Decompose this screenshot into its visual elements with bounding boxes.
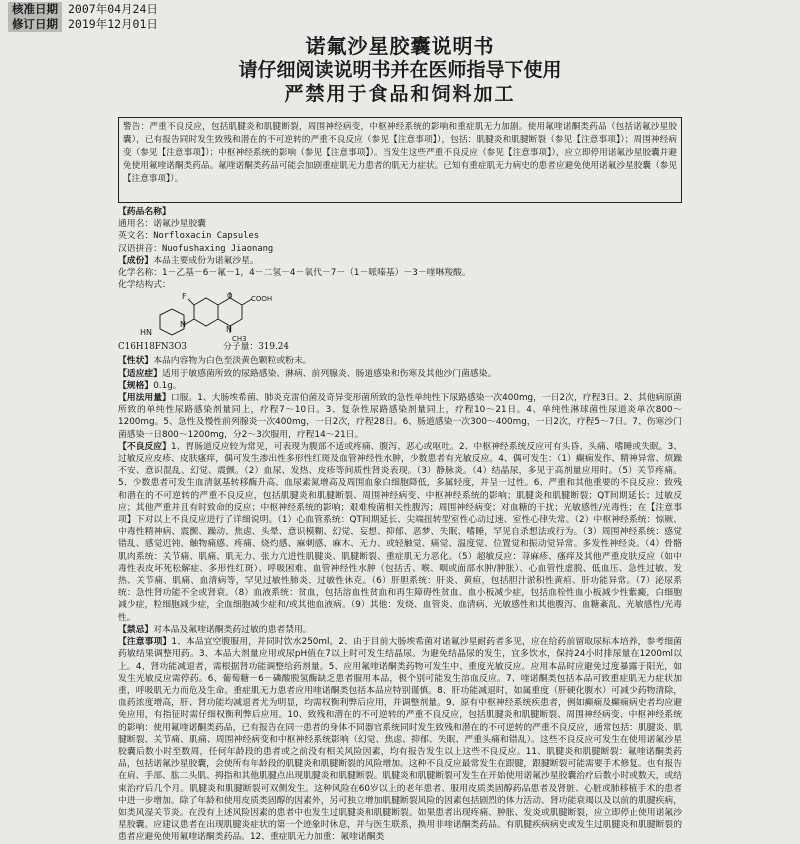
atom-o: O [227,292,233,301]
structure-diagram [138,291,278,343]
specification-text: 0.1g。 [153,380,182,391]
contraindications-section [118,624,682,636]
group-ch3: CH3 [232,335,247,344]
adverse-reactions-heading: 【不良反应】 [118,441,171,452]
indications-section [118,368,682,380]
adverse-reactions-text: 1、胃肠道反应较为常见，可表现为腹部不适或疼痛、腹泻、恶心或呕吐。2、中枢神经系统反应可有头昏、头痛、嗜睡或失眠。3、过敏反应皮疹、皮肤瘙痒，偶可发生渗出性多形性红斑及血管神经性水肿，少数患者有光敏反应。4、偶可发生：（1）癫痫发作、精神异常、烦躁不安、意识混乱、幻觉、震颤。（2）血尿、发热、皮疹等间质性肾炎表现。（3）静脉炎。（4）结晶尿，多见于高剂量应用时。（5）关节疼痛。5、少数患者可发生血清氨基转移酶升高、血尿素氮增高及周围血象白细胞降低，多属轻度，并呈一过性。6、严重和其他重要的不良反应：致残和潜在的不可逆转的严重不良反应，包括肌腱炎和肌腱断裂、周围神经病变、中枢神经系统的影响；肌腱炎和肌腱断裂；QT间期延长；过敏反应；其他严重并且有时致命的反应；中枢神经系统的影响；艰难梭菌相关性腹泻；周围神经病变；对血糖的干扰；光敏感性/光毒性；在【注意事项】下对以上不良反应进行了详细说明。（1）心血管系统：QT间期延长、尖端扭转型室性心动过速、室性心律失常。（2）中枢神经系统：惊厥、中毒性精神病、震颤、躁动、焦虑、头晕、意识模糊、幻觉、妄想、抑郁、恶梦、失眠、嗜睡，罕见自杀想法或行为。（3）周围神经系统：感觉错乱、感觉迟钝、触物痛感、疼痛、烧灼感、麻刺感、麻木、无力、或轻触觉、痛觉、温度觉、位置觉和振动觉异常。多发性神经炎。（4）骨骼肌肉系统：关节痛、肌痛、肌无力、张力亢进性肌腱炎、肌腱断裂、重症肌无力恶化。（5）超敏反应：荨麻疹、瘙痒及其他严重皮肤反应（如中毒性表皮坏死松解症、多形性红斑）、呼吸困难、血管神经性水肿（包括舌、喉、咽或面部水肿/肿胀）、心血管性虚脱、低血压、急性过敏、发热、关节痛、肌痛、血清病等，罕见过敏性肺炎、过敏性休克。（6）肝胆系统：肝炎、黄疸，包括胆汁淤积性黄疸、肝功能异常。（7）泌尿系统：急性肾功能不全或肾衰。（8）血液系统：贫血，包括溶血性贫血和再生障碍性贫血、血小板减少症，包括血栓性血小板减少性紫癜，白细胞减少症，粒细胞减少症，全血细胞减少症和/或其他血液病。（9）其他：发烧、血管炎、血清病、光敏感性和其他腹泻、血糖紊乱、光敏感性/光毒性。 [118,441,682,623]
composition-text: 本品主要成份为诺氟沙星。 [153,255,259,266]
approved-date-value: 2007年04月24日 [68,2,158,16]
boxed-warning-text: 警告：严重不良反应，包括肌腱炎和肌腱断裂，周围神经病变，中枢神经系统的影响和重症肌无力加剧。使用氟喹诺酮类药品（包括诺氟沙星胶囊），已有报告同时发生致残和潜在的不可逆转的严重不良反应（参见【注意事项】），包括：肌腱炎和肌腱断裂（参见【注意事项】）；周围神经病变（参见【注意事项】）；中枢神经系统的影响（参见【注意事项】）。当发生这些严重不良反应（参见【注意事项】），应立即停用诺氟沙星胶囊并避免使用氟喹诺酮类药品。氟喹诺酮类药品可能会加剧重症肌无力患者的肌无力症状。已知有重症肌无力病史的患者应避免使用诺氟沙星胶囊（参见【注意事项】）。 [123,122,677,184]
molecular-formula: C16H18FN3O3 [118,342,187,353]
generic-name: 通用名：诺氟沙星胶囊 [118,219,206,230]
revised-date-label: 修订日期 [8,17,62,32]
document-subtitle: 请仔细阅读说明书并在医师指导下使用 [238,59,562,81]
precautions-text: 1、本品宜空腹服用，并同时饮水250ml。2、由于目前大肠埃希菌对诺氟沙星耐药者多见，应在给药前留取尿标本培养，参考细菌药敏结果调整用药。3、本品大剂量应用或尿pH值在7以上时可发生结晶尿。为避免结晶尿的发生，宜多饮水，保持24小时排尿量在1200ml以上。4、肾功能减退者，需根据肾功能调整给药剂量。5、应用氟喹诺酮类药物可发生中、重度光敏反应。应用本品时应避免过度暴露于阳光，如发生光敏反应需停药。6、葡萄糖－6－磷酸脱氢酶缺乏患者服用本品，极个别可能发生溶血反应。7、喹诺酮类包括本品可致重症肌无力症状加重，呼吸肌无力而危及生命。重症肌无力患者应用喹诺酮类包括本品应特别谨慎。8、肝功能减退时，如属重度（肝硬化腹水）可减少药物清除，血药浓度增高，肝、肾功能均减退者尤为明显，均需权衡利弊后应用，并调整剂量。9、原有中枢神经系统疾患者，例如癫痫及癫痫病史者均应避免应用，有指征时需仔细权衡利弊后应用。10、致残和潜在的不可逆转的严重不良反应，包括肌腱炎和肌腱断裂、周围神经病变、中枢神经系统的影响：使用氟喹诺酮类药品，已有报告在同一患者的身体不同器官系统同时发生致残和潜在的不可逆转的严重不良反应，通常包括：肌腱炎、肌腱断裂、关节痛、肌痛、周围神经病变和中枢神经系统影响（幻觉、焦虑、抑郁、失眠、严重头痛和错乱）。这些不良反应可发生在使用诺氟沙星胶囊后数小时至数周，任何年龄段的患者或之前没有相关风险因素，均有报告发生以上这些不良反应。11、肌腱炎和肌腱断裂：氟喹诺酮类药品，包括诺氟沙星胶囊，会使所有年龄段的肌腱炎和肌腱断裂的风险增加。这种不良反应最常发生在跟腱，跟腱断裂可能需要手术修复。也有报告在肩、手部、肱二头肌、拇指和其他肌腱点出现肌腱炎和肌腱断裂。肌腱炎和肌腱断裂可发生在开始使用诺氟沙星胶囊治疗后数小时或数天，或结束治疗后几个月。肌腱炎和肌腱断裂可双侧发生。这种风险在60岁以上的老年患者、服用皮质类固醇药品患者及肾脏、心脏或肺移植手术的患者中进一步增加。除了年龄和使用皮质类固醇的因素外，另可独立增加肌腱断裂风险的因素包括剧烈的体力活动、肾功能衰竭以及以前的肌腱疾病，如类风湿关节炎。在没有上述风险因素的患者中也发生过肌腱炎和肌腱断裂。如果患者出现疼痛、肿胀、发炎或肌腱断裂，应立即停止使用诺氟沙星胶囊。应建议患者在出现肌腱炎症状的第一个迹象时休息，并与医生联系，换用非喹诺酮类药品。有肌腱疾病病史或发生过肌腱炎和肌腱断裂的患者应避免使用氟喹诺酮类药品。12、重症肌无力加重：氟喹诺酮类 [118,637,682,843]
dosage-text: 口服。1、大肠埃希菌、肺炎克雷伯菌及奇异变形菌所致的急性单纯性下尿路感染一次400mg，一日2次，疗程3日。2、其他病原菌所致的单纯性尿路感染剂量同上，疗程7～10日。3、复杂性尿路感染剂量同上，疗程10～21日。4、单纯性淋球菌性尿道炎单次800～1200mg。5、急性及慢性前列腺炎一次400mg，一日2次，疗程28日。6、肠道感染一次300～400mg，一日2次，疗程5～7日。7、伤寒沙门菌感染一日800～1200mg，分2～3次服用，疗程14～21日。 [118,393,682,440]
indications-text: 适用于敏感菌所致的尿路感染、淋病、前列腺炎、肠道感染和伤寒及其他沙门菌感染。 [162,368,497,379]
precautions-section [118,636,682,843]
approval-dates [8,2,164,32]
dosage-section [118,392,682,441]
adverse-reactions-section [118,441,682,624]
properties-text: 本品内容物为白色至淡黄色颗粒或粉末。 [153,356,312,367]
pinyin-name: 汉语拼音：Nuofushaxing Jiaonang [118,243,274,254]
specification-heading: 【规格】 [118,380,154,391]
atom-n-piperazine: N [180,320,186,330]
atom-f: F [182,292,187,302]
leaflet-body [118,206,682,843]
dosage-heading: 【用法用量】 [118,393,171,404]
composition-heading: 【成份】 [118,255,154,266]
usage-notice: 严禁用于食品和饲料加工 [284,83,516,105]
boxed-warning [118,117,682,203]
document-title: 诺氟沙星胶囊说明书 [305,34,495,58]
properties-heading: 【性状】 [118,356,154,367]
specification-section [118,380,682,392]
english-name: 英文名：Norfloxacin Capsules [118,231,260,242]
indications-heading: 【适应症】 [118,368,162,379]
title-block [0,34,800,106]
structure-label: 化学结构式： [118,280,171,291]
approved-date-label: 核准日期 [8,2,62,17]
properties-section [118,355,682,367]
composition-section [118,255,682,267]
precautions-heading: 【注意事项】 [118,637,172,648]
chemical-structure [118,291,682,355]
atom-hn: HN [140,328,152,338]
contraindications-heading: 【禁忌】 [118,624,154,635]
molecular-weight: 分子量：319.24 [223,342,289,353]
contraindications-text: 对本品及氟喹诺酮类药过敏的患者禁用。 [153,624,312,635]
chemical-name: 化学名称：1－乙基－6－氟－1，4－二氢－4－氧代－7－（1－哌嗪基）－3－喹啉羧酸。 [118,268,471,279]
revised-date-value: 2019年12月01日 [68,17,158,31]
drug-name-heading: 【药品名称】 [118,207,171,217]
group-cooh: COOH [251,295,273,304]
atom-n-ring: N [226,325,232,335]
